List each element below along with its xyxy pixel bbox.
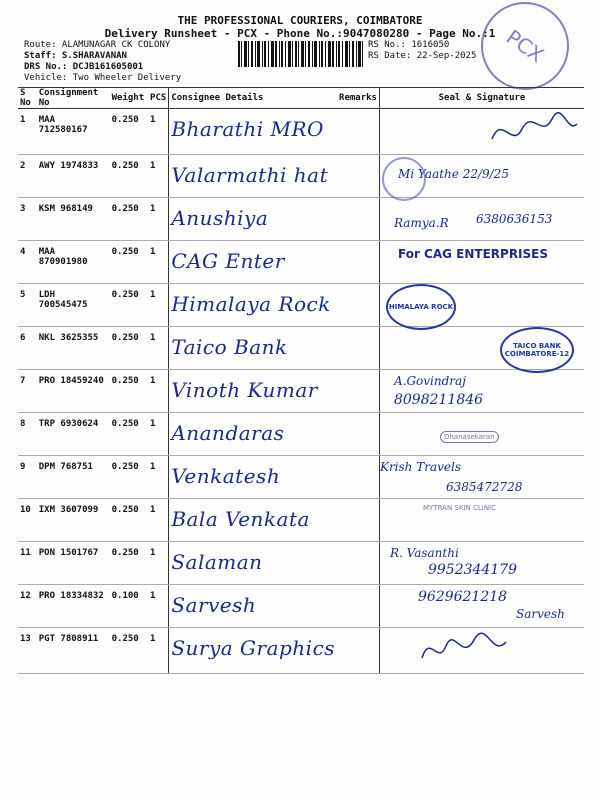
pcs: 1 [150,419,156,429]
col-weight: Weight [110,88,148,109]
table-row [18,628,584,674]
consignment-no: NKL 3625355 [38,333,99,343]
sno: 4 [20,247,26,257]
signature-phone: 9952344179 [427,562,518,578]
col-signature: Seal & Signature [379,88,584,109]
barcode [238,41,363,67]
sno: 3 [20,204,26,214]
rs-no: RS No.: 1616050 [368,40,450,50]
col-consignee: Consignee Details [169,88,337,109]
weight: 0.250 [111,115,139,125]
sno: 7 [20,376,26,386]
weight: 0.250 [111,419,139,429]
signature-cell [379,155,584,198]
weight: 0.250 [111,204,139,214]
signature-text: R. Vasanthi [389,546,459,560]
sno: 5 [20,290,26,300]
weight: 0.250 [111,548,139,558]
table-row [18,284,584,327]
drs-no: DRS No.: DCJB161605001 [24,62,144,72]
sno: 8 [20,419,26,429]
table-row [18,109,584,155]
table-row [18,413,584,456]
signature-cell [379,241,584,284]
consignment-no: IXM 3607099 [38,505,99,515]
sno: 6 [20,333,26,343]
signature-scribble [382,628,582,670]
pcs: 1 [150,634,156,644]
consignment-no: MAA 712580167 [38,115,88,135]
consignee-name: Valarmathi hat [171,163,329,187]
pcs: 1 [150,247,156,257]
consignment-no: PRO 18459240 [38,376,104,386]
staff: Staff: S.SHARAVANAN [24,51,127,61]
seal-stamp-text: HIMALAYA ROCK [388,303,454,311]
consignment-no: AWY 1974833 [38,161,99,171]
signature-phone: 8098211846 [393,392,484,408]
consignment-no: LDH 700545475 [38,290,88,310]
runsheet-table [18,87,584,674]
col-sno: S No [18,88,37,109]
pcs: 1 [150,462,156,472]
signature-text: Sarvesh [515,607,565,621]
consignment-no: KSM 968149 [38,204,93,214]
consignment-no: TRP 6930624 [38,419,99,429]
vehicle: Vehicle: Two Wheeler Delivery [24,73,182,83]
consignee-name: Vinoth Kumar [171,378,318,402]
consignment-no: PON 1501767 [38,548,99,558]
signature-cell [379,284,584,327]
company-title: THE PROFESSIONAL COURIERS, COIMBATORE [177,14,423,27]
consignment-no: PRO 18334832 [38,591,104,601]
pcs: 1 [150,591,156,601]
pcs: 1 [150,290,156,300]
consignee-name: Himalaya Rock [171,292,331,316]
pcs: 1 [150,548,156,558]
signature-phone: 6385472728 [445,480,523,494]
pcs: 1 [150,115,156,125]
meta-right [368,40,476,62]
consignment-no: MAA 870901980 [38,247,88,267]
col-remarks: Remarks [337,88,379,109]
consignee-name: Anandaras [171,421,285,445]
table-row [18,327,584,370]
signature-cell [379,198,584,241]
table-row [18,198,584,241]
pcs: 1 [150,505,156,515]
consignee-name: Bharathi MRO [171,117,324,141]
table-row [18,155,584,198]
signature-cell [379,327,584,370]
consignment-no: DPM 768751 [38,462,93,472]
consignee-name: Venkatesh [171,464,281,488]
signature-phone: 6380636153 [475,212,553,226]
consignee-name: Sarvesh [171,593,257,617]
col-consignment: Consignment No [37,88,110,109]
weight: 0.250 [111,505,139,515]
meta-left [24,40,181,84]
consignee-name: Taico Bank [171,335,288,359]
table-header-row [18,88,584,109]
runsheet-subtitle: Delivery Runsheet - PCX - Phone No.:9047080280 - Page No.:1 [104,27,496,40]
table-row [18,499,584,542]
weight: 0.250 [111,634,139,644]
pcs: 1 [150,161,156,171]
weight: 0.250 [111,462,139,472]
signature-phone: 9629621218 [417,589,508,605]
sno: 9 [20,462,26,472]
weight: 0.100 [111,591,139,601]
signature-cell [379,109,584,155]
weight: 0.250 [111,376,139,386]
weight: 0.250 [111,333,139,343]
pcx-stamp-text: PCX [501,24,549,68]
consignee-name: Bala Venkata [171,507,310,531]
pcs: 1 [150,376,156,386]
signature-text: Ramya.R [393,216,449,230]
signature-cell [379,499,584,542]
signature-cell [379,456,584,499]
table-row [18,241,584,284]
table-row [18,585,584,628]
weight: 0.250 [111,290,139,300]
pcs: 1 [150,204,156,214]
table-row [18,370,584,413]
seal-stamp: MYTRAN SKIN CLINIC [422,504,497,512]
seal-stamp [386,284,456,330]
weight: 0.250 [111,247,139,257]
col-pcs: PCS [148,88,169,109]
signature-scribble [382,109,582,151]
signature-cell [379,542,584,585]
signature-text: Mi Yaathe 22/9/25 [397,167,509,181]
consignment-no: PGT 7808911 [38,634,99,644]
pcs: 1 [150,333,156,343]
sno: 11 [20,548,31,558]
consignee-name: Salaman [171,550,263,574]
consignee-name: Surya Graphics [171,636,336,660]
signature-cell [379,413,584,456]
sno: 13 [20,634,31,644]
seal-stamp [500,327,574,373]
seal-stamp-text: TAICO BANK COIMBATORE-12 [504,342,570,358]
signature-text: Krish Travels [379,460,461,474]
route: Route: ALAMUNAGAR CK COLONY [24,40,171,50]
signature-text: A.Govindraj [393,374,466,388]
table-row [18,456,584,499]
sno: 12 [20,591,31,601]
signature-cell [379,628,584,674]
company-stamp: For CAG ENTERPRISES [397,247,549,261]
signature-cell [379,585,584,628]
consignee-name: Anushiya [171,206,269,230]
consignee-name: CAG Enter [171,249,285,273]
weight: 0.250 [111,161,139,171]
seal-stamp: Dhanasekaran [440,431,499,443]
rs-date: RS Date: 22-Sep-2025 [368,51,477,61]
sno: 10 [20,505,31,515]
signature-cell [379,370,584,413]
table-row [18,542,584,585]
sno: 1 [20,115,26,125]
sno: 2 [20,161,26,171]
